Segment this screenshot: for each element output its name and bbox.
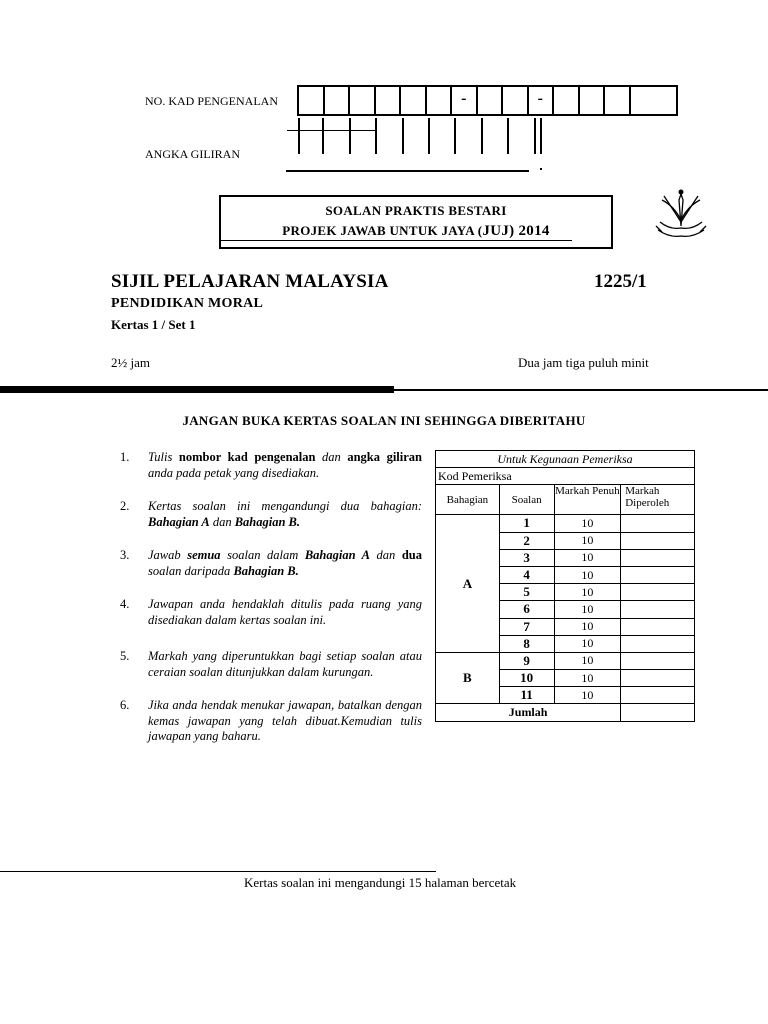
question-number: 6 <box>499 601 554 618</box>
instruction-text: Jawab semua soalan dalam Bahagian A dan dua soalan daripada Bahagian B. <box>148 548 423 578</box>
question-number: 11 <box>499 687 554 704</box>
full-marks: 10 <box>554 652 621 669</box>
question-number: 8 <box>499 635 554 652</box>
ic-digit-box[interactable] <box>325 87 351 114</box>
instructions-list <box>120 450 422 763</box>
warning-notice: JANGAN BUKA KERTAS SOALAN INI SEHINGGA DIBERITAHU <box>182 413 586 428</box>
instruction-number: 6. <box>120 698 130 712</box>
duration-short: 2½ jam <box>111 355 150 370</box>
paper-set: Kertas 1 / Set 1 <box>111 317 196 332</box>
title-line-1: SOALAN PRAKTIS BESTARI <box>325 203 507 218</box>
ic-digit-box[interactable] <box>478 87 504 114</box>
ic-digit-box[interactable] <box>401 87 427 114</box>
instruction-text: Kertas soalan ini mengandungi dua bahagian: Bahagian A dan Bahagian B. <box>148 499 422 529</box>
full-marks: 10 <box>554 515 621 532</box>
marks-obtained-cell[interactable] <box>621 532 695 549</box>
ic-separator: - <box>452 87 478 114</box>
marks-obtained-cell[interactable] <box>621 584 695 601</box>
ic-separator: - <box>529 87 555 114</box>
instruction-item <box>120 548 422 579</box>
ic-digit-box[interactable] <box>554 87 580 114</box>
ic-digit-box[interactable] <box>376 87 402 114</box>
full-marks: 10 <box>554 566 621 583</box>
state-crest-icon <box>652 186 710 244</box>
table-row <box>436 515 695 532</box>
col-bahagian: Bahagian <box>436 485 500 515</box>
ic-digit-box[interactable] <box>580 87 606 114</box>
ic-digit-box[interactable] <box>503 87 529 114</box>
instruction-item <box>120 698 422 745</box>
examiner-code-label: Kod Pemeriksa <box>436 468 695 485</box>
instruction-item <box>120 649 422 680</box>
total-label: Jumlah <box>436 704 621 721</box>
instruction-text: Jawapan anda hendaklah ditulis pada ruang yang disediakan dalam kertas soalan ini. <box>148 597 422 627</box>
col-soalan: Soalan <box>499 485 554 515</box>
footer-rule <box>0 871 436 872</box>
full-marks: 10 <box>554 687 621 704</box>
marks-obtained-cell[interactable] <box>621 635 695 652</box>
full-marks: 10 <box>554 670 621 687</box>
ic-label: NO. KAD PENGENALAN <box>145 94 278 108</box>
ic-digit-box[interactable] <box>350 87 376 114</box>
duration-long: Dua jam tiga puluh minit <box>518 355 649 370</box>
col-markah-diperoleh: Markah Diperoleh <box>621 485 695 515</box>
section-label: B <box>436 652 500 704</box>
footer-note: Kertas soalan ini mengandungi 15 halaman bercetak <box>244 875 517 890</box>
section-label: A <box>436 515 500 653</box>
angka-giliran-label: ANGKA GILIRAN <box>145 147 240 161</box>
full-marks: 10 <box>554 635 621 652</box>
ic-digit-box[interactable] <box>427 87 453 114</box>
instruction-item <box>120 597 422 628</box>
exam-code: 1225/1 <box>594 271 647 292</box>
instruction-number: 1. <box>120 450 130 464</box>
full-marks: 10 <box>554 584 621 601</box>
instruction-number: 5. <box>120 649 130 663</box>
ic-number-boxes[interactable] <box>297 85 678 116</box>
divider-thin <box>394 389 768 391</box>
marks-obtained-cell[interactable] <box>621 601 695 618</box>
marks-obtained-cell[interactable] <box>621 687 695 704</box>
total-cell[interactable] <box>621 704 695 721</box>
marks-obtained-cell[interactable] <box>621 515 695 532</box>
question-number: 2 <box>499 532 554 549</box>
question-number: 10 <box>499 670 554 687</box>
ic-digit-box[interactable] <box>299 87 325 114</box>
full-marks: 10 <box>554 549 621 566</box>
instruction-number: 2. <box>120 499 130 513</box>
question-number: 3 <box>499 549 554 566</box>
examiner-table-title: Untuk Kegunaan Pemeriksa <box>436 451 695 468</box>
exam-name: SIJIL PELAJARAN MALAYSIA <box>111 271 389 292</box>
subject: PENDIDIKAN MORAL <box>111 296 264 311</box>
question-number: 4 <box>499 566 554 583</box>
instruction-item <box>120 499 422 530</box>
question-number: 1 <box>499 515 554 532</box>
angka-giliran-boxes[interactable] <box>298 118 536 154</box>
marks-obtained-cell[interactable] <box>621 566 695 583</box>
divider-thick <box>0 386 394 393</box>
instruction-text: Tulis nombor kad pengenalan dan angka giliran anda pada petak yang disediakan. <box>148 450 423 480</box>
table-row <box>436 652 695 669</box>
full-marks: 10 <box>554 618 621 635</box>
instruction-text: Markah yang diperuntukkan bagi setiap soalan atau ceraian soalan ditunjukkan dalam kurungan. <box>148 649 422 679</box>
marks-obtained-cell[interactable] <box>621 652 695 669</box>
instruction-number: 3. <box>120 548 130 562</box>
marks-obtained-cell[interactable] <box>621 670 695 687</box>
question-number: 7 <box>499 618 554 635</box>
examiner-table <box>435 450 695 722</box>
full-marks: 10 <box>554 601 621 618</box>
title-line-2: PROJEK JAWAB UNTUK JAYA (JUJ) 2014 <box>282 223 550 239</box>
question-number: 9 <box>499 652 554 669</box>
instruction-text: Jika anda hendak menukar jawapan, batalkan dengan kemas jawapan yang telah dibuat.Kemudian tulis jawapan yang baharu. <box>148 698 422 743</box>
angka-giliran-baseline <box>286 170 529 172</box>
full-marks: 10 <box>554 532 621 549</box>
instruction-item <box>120 450 422 481</box>
ic-digit-box[interactable] <box>631 87 657 114</box>
ic-digit-box[interactable] <box>605 87 631 114</box>
instruction-number: 4. <box>120 597 130 611</box>
col-markah-penuh: Markah Penuh <box>554 485 621 515</box>
marks-obtained-cell[interactable] <box>621 618 695 635</box>
marks-obtained-cell[interactable] <box>621 549 695 566</box>
question-number: 5 <box>499 584 554 601</box>
